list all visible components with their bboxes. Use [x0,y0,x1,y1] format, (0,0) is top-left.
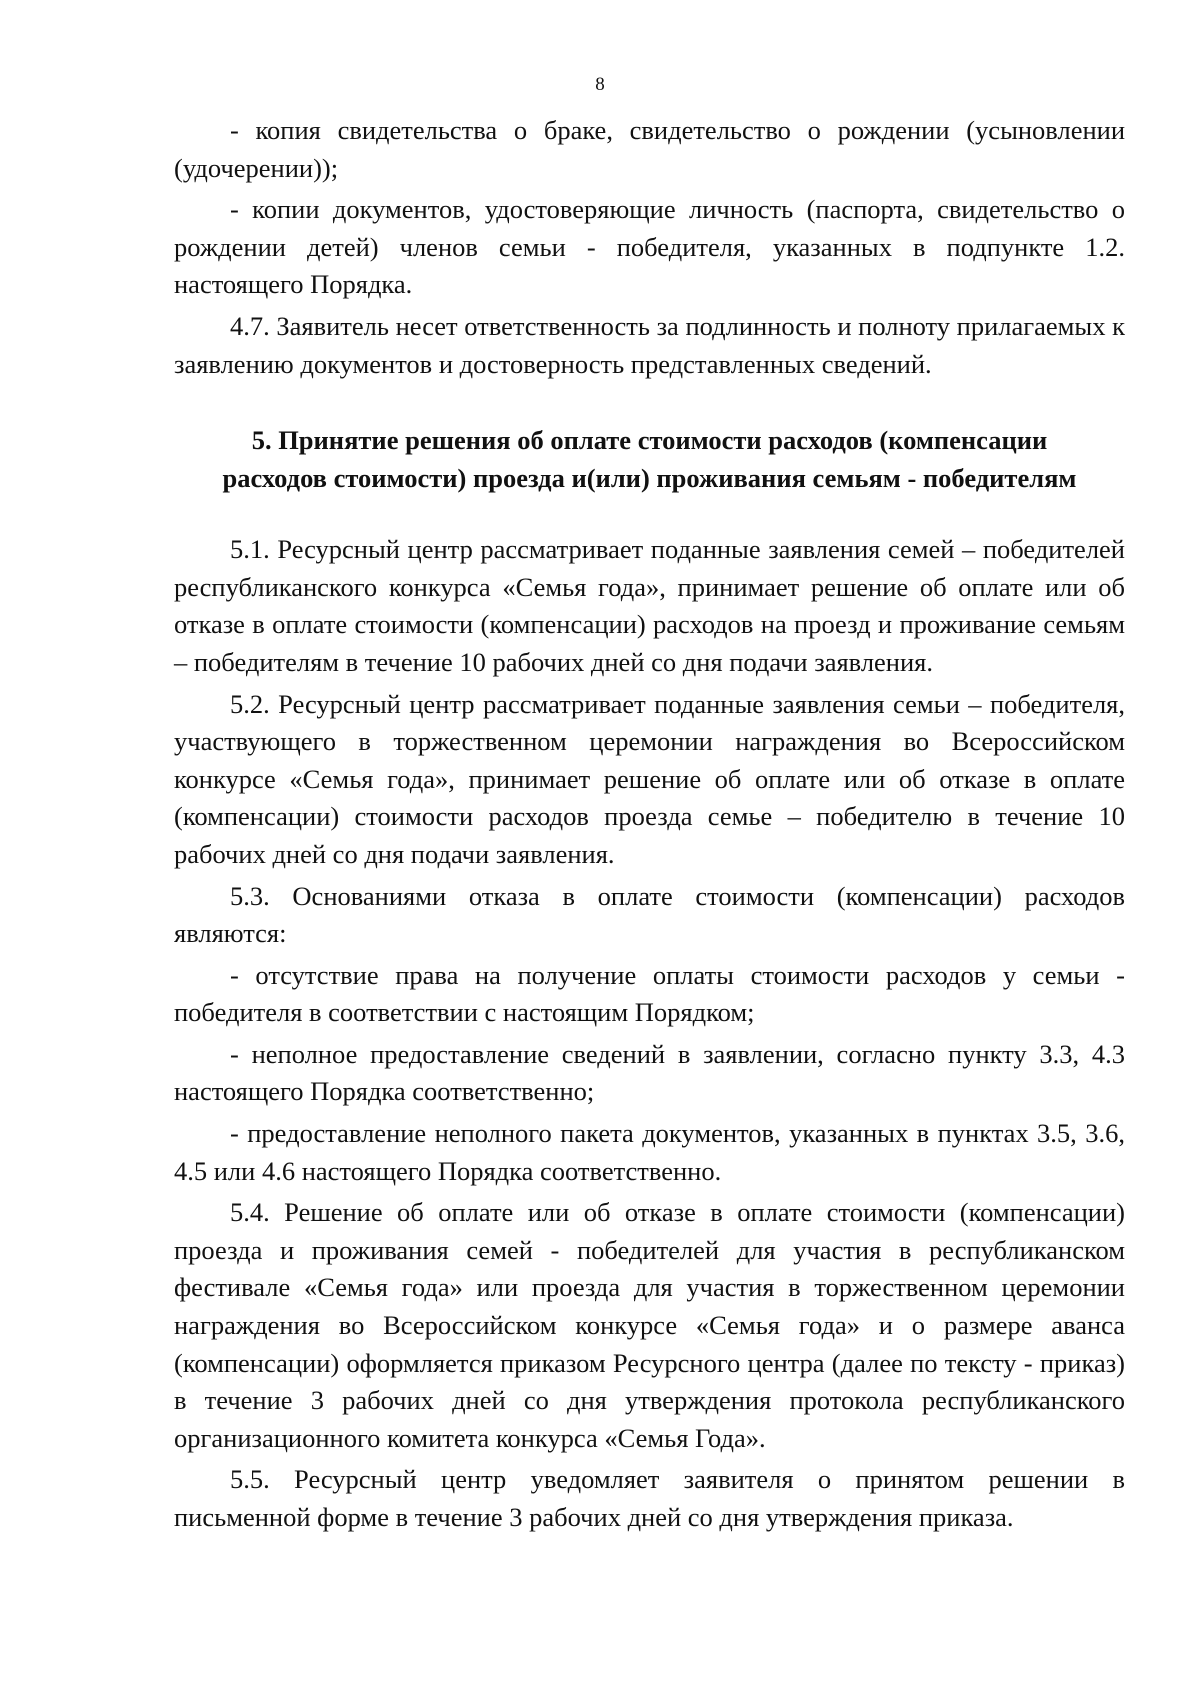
paragraph-refusal-no-right: - отсутствие права на получение оплаты стоимости расходов у семьи - победителя в соответствии с настоящим Порядком; [174,959,1125,1028]
paragraph-5-4: 5.4. Решение об оплате или об отказе в оплате стоимости (компенсации) проезда и проживания семей - победителей для участия в республиканском фестивале «Семья года» или проезда для участия в торжественном церемонии награждения во Всероссийском конкурсе «Семья года» и о размере аванса (компенсации) оформляется приказом Ресурсного центра (далее по тексту - приказ) в течение 3 рабочих дней со дня утверждения протокола республиканского организационного комитета конкурса «Семья Года». [174,1197,1125,1453]
paragraph-refusal-incomplete-documents: - предоставление неполного пакета документов, указанных в пунктах 3.5, 3.6, 4.5 или 4.6 настоящего Порядка соответственно. [174,1118,1125,1186]
paragraph-5-1: 5.1. Ресурсный центр рассматривает поданные заявления семей – победителей республиканского конкурса «Семья года», принимает решение об оплате или об отказе в оплате стоимости (компенсации) расходов на проезд и проживание семьям – победителям в течение 10 рабочих дней со дня подачи заявления. [174,534,1125,677]
paragraph-refusal-incomplete-info: - неполное предоставление сведений в заявлении, согласно пункту 3.3, 4.3 настоящего Порядка соответственно; [174,1038,1125,1107]
document-body [174,112,1125,1541]
paragraph-marriage-certificate: - копия свидетельства о браке, свидетельство о рождении (усыновлении (удочерении)); [174,115,1125,183]
paragraph-identity-documents: - копии документов, удостоверяющие личность (паспорта, свидетельство о рождении детей) членов семьи - победителя, указанных в подпункте 1.2. настоящего Порядка. [174,194,1125,300]
section-heading [174,421,1125,497]
section-heading-line-2: расходов стоимости) проезда и(или) проживания семьям - победителям [222,463,1077,494]
paragraph-5-3: 5.3. Основаниями отказа в оплате стоимости (компенсации) расходов являются: [174,880,1125,949]
paragraph-5-2: 5.2. Ресурсный центр рассматривает поданные заявления семьи – победителя, участвующего в торжественном церемонии награждения во Всероссийском конкурсе «Семья года», принимает решение об оплате или об отказе в оплате (компенсации) стоимости расходов проезда семье – победителю в течение 10 рабочих дней со дня подачи заявления. [174,688,1125,869]
section-heading-line-1: 5. Принятие решения об оплате стоимости расходов (компенсации [251,425,1048,456]
paragraph-5-5: 5.5. Ресурсный центр уведомляет заявителя о принятом решении в письменной форме в течение 3 рабочих дней со дня утверждения приказа. [174,1464,1125,1532]
paragraph-4-7: 4.7. Заявитель несет ответственность за подлинность и полноту прилагаемых к заявлению документов и достоверность представленных сведений. [174,310,1125,379]
page-number: 8 [595,74,605,95]
